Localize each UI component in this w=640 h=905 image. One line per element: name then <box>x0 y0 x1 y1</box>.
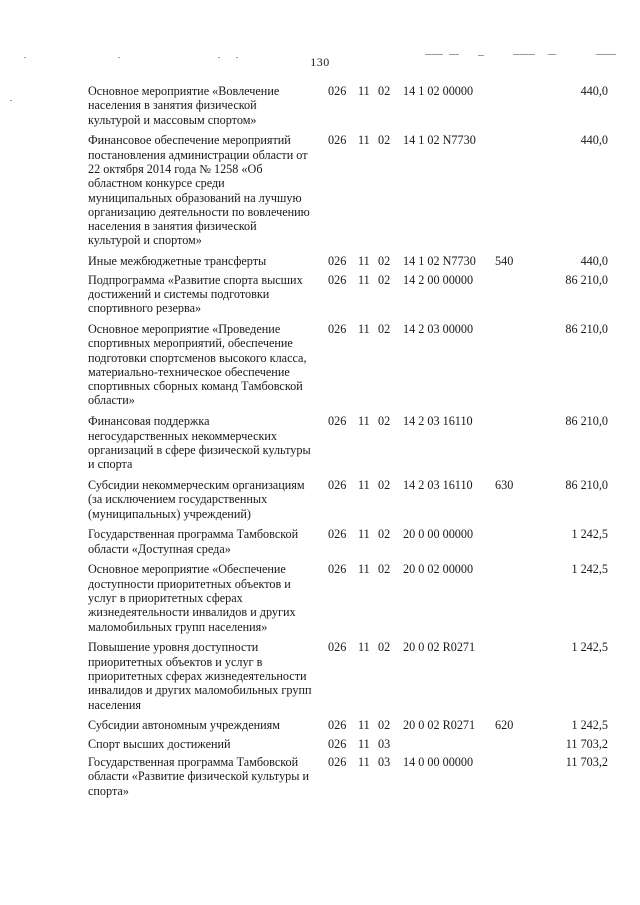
budget-table <box>88 84 608 804</box>
amount: 86 210,0 <box>565 477 608 492</box>
target-article-code: 14 1 02 00000 <box>403 84 474 98</box>
section-code: 11 <box>358 254 370 269</box>
row-name: Повышение уровня доступности приоритетных объектов и услуг в приоритетных сферах жизнедеятельности инвалидов и других маломобильных групп населения <box>88 640 312 712</box>
row-name: Основное мероприятие «Вовлечение населения в занятия физической культурой и массовым спортом» <box>88 84 280 127</box>
expense-type-code: 630 <box>495 477 514 492</box>
subsection-code: 02 <box>378 477 391 492</box>
amount: 440,0 <box>580 84 608 98</box>
table-row <box>88 562 608 633</box>
table-row <box>88 527 608 556</box>
subsection-code: 02 <box>378 640 391 655</box>
admin-code: 026 <box>328 133 347 148</box>
subsection-code: 02 <box>378 527 391 542</box>
subsection-code: 02 <box>378 254 391 269</box>
expense-type-code: 540 <box>495 254 514 269</box>
section-code: 11 <box>358 562 370 577</box>
scan-speck <box>10 100 12 101</box>
target-article-code: 14 2 03 00000 <box>403 321 474 336</box>
target-article-code: 14 1 02 N7730 <box>403 254 476 269</box>
table-row <box>88 254 608 268</box>
target-article-code: 20 0 02 R0271 <box>403 640 476 655</box>
section-code: 11 <box>358 640 370 655</box>
admin-code: 026 <box>328 414 347 429</box>
target-article-code: 20 0 02 00000 <box>403 562 474 577</box>
subsection-code: 02 <box>378 414 391 429</box>
amount: 86 210,0 <box>565 321 608 336</box>
subsection-code: 02 <box>378 133 391 148</box>
amount: 86 210,0 <box>565 272 608 287</box>
expense-type-code: 620 <box>495 718 514 733</box>
table-row <box>88 414 608 471</box>
table-row <box>88 640 608 711</box>
section-code: 11 <box>358 321 370 336</box>
amount: 440,0 <box>580 133 608 148</box>
target-article-code: 14 2 03 16110 <box>403 477 473 492</box>
section-code: 11 <box>358 414 370 429</box>
table-row <box>88 273 608 316</box>
target-article-code: 20 0 00 00000 <box>403 527 474 542</box>
table-row <box>88 478 608 521</box>
amount: 1 242,5 <box>571 718 608 733</box>
table-row <box>88 718 608 732</box>
target-article-code: 14 1 02 N7730 <box>403 133 476 148</box>
amount: 1 242,5 <box>571 527 608 542</box>
row-name: Финансовое обеспечение мероприятий постановления администрации области от 22 октября 2014 года № 1258 «Об областном конкурсе среди муниципальных образований на лучшую организацию деятельности по вовлечению населения в занятия физической культурой и спортом» <box>88 133 310 248</box>
page-number: 130 <box>310 55 330 69</box>
amount: 440,0 <box>580 254 608 269</box>
section-code: 11 <box>358 272 370 287</box>
admin-code: 026 <box>328 254 347 269</box>
subsection-code: 02 <box>378 84 391 98</box>
target-article-code: 14 2 00 00000 <box>403 272 474 287</box>
admin-code: 026 <box>328 272 347 287</box>
admin-code: 026 <box>328 527 347 542</box>
section-code: 11 <box>358 718 370 733</box>
admin-code: 026 <box>328 84 347 98</box>
target-article-code: 14 0 00 00000 <box>403 754 474 769</box>
admin-code: 026 <box>328 640 347 655</box>
subsection-code: 03 <box>378 736 391 751</box>
table-row <box>88 84 608 127</box>
row-name: Субсидии автономным учреждениям <box>88 718 280 733</box>
section-code: 11 <box>358 477 370 492</box>
admin-code: 026 <box>328 477 347 492</box>
subsection-code: 02 <box>378 272 391 287</box>
subsection-code: 03 <box>378 754 391 769</box>
subsection-code: 02 <box>378 321 391 336</box>
admin-code: 026 <box>328 718 347 733</box>
amount: 86 210,0 <box>565 414 608 429</box>
amount: 1 242,5 <box>571 562 608 577</box>
row-name: Основное мероприятие «Проведение спортивных мероприятий, обеспечение подготовки спортсменов высокого класса, материально-техническое обеспечение спортивных сборных команд Тамбовской области» <box>88 321 307 408</box>
table-row <box>88 133 608 247</box>
amount: 11 703,2 <box>565 736 608 751</box>
row-name: Государственная программа Тамбовской области «Развитие физической культуры и спорта» <box>88 754 310 798</box>
admin-code: 026 <box>328 754 347 769</box>
section-code: 11 <box>358 527 370 542</box>
subsection-code: 02 <box>378 562 391 577</box>
amount: 1 242,5 <box>571 640 608 655</box>
row-name: Государственная программа Тамбовской области «Доступная среда» <box>88 527 299 556</box>
row-name: Подпрограмма «Развитие спорта высших достижений и системы подготовки спортивного резерва» <box>88 272 303 316</box>
admin-code: 026 <box>328 562 347 577</box>
subsection-code: 02 <box>378 718 391 733</box>
row-name: Финансовая поддержка негосударственных некоммерческих организаций в сфере физической культуры и спорта <box>88 414 311 472</box>
table-row <box>88 737 608 751</box>
section-code: 11 <box>358 736 370 751</box>
amount: 11 703,2 <box>565 754 608 769</box>
table-row <box>88 322 608 408</box>
row-name: Основное мероприятие «Обеспечение доступности приоритетных объектов и услуг в приоритетных сферах жизнедеятельности инвалидов и других маломобильных групп населения» <box>88 562 296 634</box>
section-code: 11 <box>358 754 370 769</box>
row-name: Иные межбюджетные трансферты <box>88 254 267 269</box>
row-name: Субсидии некоммерческим организациям (за исключением государственных (муниципальных) учреждений) <box>88 477 305 521</box>
section-code: 11 <box>358 133 370 148</box>
admin-code: 026 <box>328 736 347 751</box>
row-name: Спорт высших достижений <box>88 736 231 751</box>
section-code: 11 <box>358 84 370 98</box>
admin-code: 026 <box>328 321 347 336</box>
target-article-code: 14 2 03 16110 <box>403 414 473 429</box>
target-article-code: 20 0 02 R0271 <box>403 718 476 733</box>
table-row <box>88 755 608 798</box>
